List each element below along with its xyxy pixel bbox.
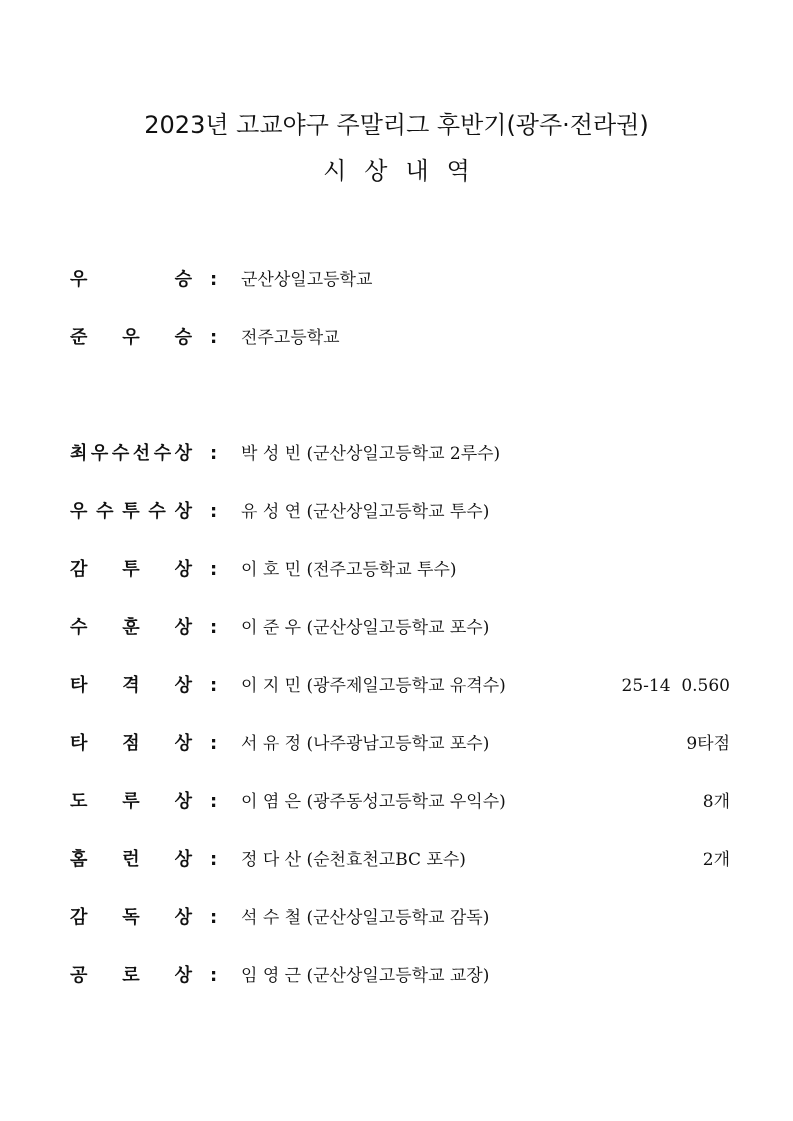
award-stat: 2개 — [702, 850, 730, 870]
award-row — [70, 672, 730, 700]
award-colon: : — [210, 965, 218, 986]
award-label-char: 런 — [122, 849, 140, 870]
award-label — [70, 904, 192, 932]
document-subtitle: 시상내역 — [323, 157, 488, 185]
award-label-char: 승 — [174, 327, 192, 348]
award-label-char: 상 — [174, 907, 192, 928]
award-label-char: 감 — [70, 907, 88, 928]
award-label-char: 수 — [148, 501, 166, 522]
award-label-char: 우 — [90, 443, 109, 464]
award-label-char: 감 — [70, 559, 88, 580]
award-label — [70, 498, 192, 526]
award-label-char: 수 — [111, 443, 130, 464]
award-row — [70, 556, 730, 584]
award-colon: : — [210, 733, 218, 754]
award-label-char: 점 — [122, 733, 140, 754]
award-label-char: 투 — [122, 559, 140, 580]
award-recipient: 서 유 정 (나주광남고등학교 포수) — [241, 734, 490, 754]
award-recipient: 전주고등학교 — [241, 328, 340, 348]
award-colon: : — [210, 559, 218, 580]
award-label-char: 상 — [174, 617, 192, 638]
award-label-char: 상 — [174, 965, 192, 986]
award-recipient: 이 염 은 (광주동성고등학교 우익수) — [241, 792, 506, 812]
award-label-char: 최 — [70, 443, 88, 464]
award-row — [70, 440, 730, 468]
award-colon: : — [210, 327, 218, 348]
document-title: 2023년 고교야구 주말리그 후반기(광주·전라권) — [144, 111, 649, 139]
award-label-char: 수 — [153, 443, 172, 464]
award-colon: : — [210, 269, 218, 290]
award-label-char: 격 — [122, 675, 140, 696]
award-row — [70, 266, 730, 294]
award-recipient: 임 영 근 (군산상일고등학교 교장) — [241, 966, 490, 986]
award-label-char: 타 — [70, 675, 88, 696]
award-label-char: 선 — [132, 443, 151, 464]
award-colon: : — [210, 443, 218, 464]
award-label-char: 독 — [122, 907, 140, 928]
award-colon: : — [210, 675, 218, 696]
award-label-char: 투 — [122, 501, 140, 522]
award-label-char: 상 — [174, 675, 192, 696]
award-recipient: 이 호 민 (전주고등학교 투수) — [241, 560, 457, 580]
award-row — [70, 498, 730, 526]
award-colon: : — [210, 501, 218, 522]
award-label-char: 루 — [122, 791, 140, 812]
award-label-char: 상 — [174, 443, 192, 464]
award-label — [70, 788, 192, 816]
award-label-char: 수 — [96, 501, 114, 522]
award-stat: 25-14 0.560 — [621, 676, 730, 696]
award-label — [70, 324, 192, 352]
award-label-char: 상 — [174, 559, 192, 580]
award-row — [70, 614, 730, 642]
award-label-char: 우 — [122, 327, 140, 348]
award-recipient: 정 다 산 (순천효천고BC 포수) — [241, 850, 466, 870]
award-label-char: 타 — [70, 733, 88, 754]
award-recipient: 석 수 철 (군산상일고등학교 감독) — [241, 908, 490, 928]
award-label-char: 수 — [70, 617, 88, 638]
award-label-char: 상 — [174, 849, 192, 870]
award-colon: : — [210, 849, 218, 870]
award-row — [70, 962, 730, 990]
award-colon: : — [210, 617, 218, 638]
award-recipient: 유 성 연 (군산상일고등학교 투수) — [241, 502, 490, 522]
award-recipient: 이 지 민 (광주제일고등학교 유격수) — [241, 676, 506, 696]
award-row — [70, 904, 730, 932]
award-row — [70, 730, 730, 758]
award-stat: 8개 — [702, 792, 730, 812]
award-row — [70, 324, 730, 352]
award-label-char: 상 — [174, 733, 192, 754]
award-label — [70, 556, 192, 584]
award-label-char: 공 — [70, 965, 88, 986]
award-label-char: 훈 — [122, 617, 140, 638]
award-label — [70, 672, 192, 700]
award-label-char: 상 — [174, 501, 192, 522]
award-recipient: 군산상일고등학교 — [241, 270, 373, 290]
award-colon: : — [210, 907, 218, 928]
award-label — [70, 440, 192, 468]
award-label-char: 승 — [174, 269, 192, 290]
award-recipient: 이 준 우 (군산상일고등학교 포수) — [241, 618, 490, 638]
award-label-char: 우 — [70, 269, 88, 290]
award-label — [70, 962, 192, 990]
award-stat: 9타점 — [686, 734, 730, 754]
award-colon: : — [210, 791, 218, 812]
award-recipient: 박 성 빈 (군산상일고등학교 2루수) — [241, 444, 501, 464]
award-label-char: 준 — [70, 327, 88, 348]
award-label — [70, 614, 192, 642]
award-label-char: 상 — [174, 791, 192, 812]
award-label — [70, 846, 192, 874]
award-label-char: 로 — [122, 965, 140, 986]
award-row — [70, 846, 730, 874]
award-label-char: 도 — [70, 791, 88, 812]
award-label-char: 우 — [70, 501, 88, 522]
award-label-char: 홈 — [70, 849, 88, 870]
award-label — [70, 730, 192, 758]
award-row — [70, 788, 730, 816]
award-label — [70, 266, 192, 294]
